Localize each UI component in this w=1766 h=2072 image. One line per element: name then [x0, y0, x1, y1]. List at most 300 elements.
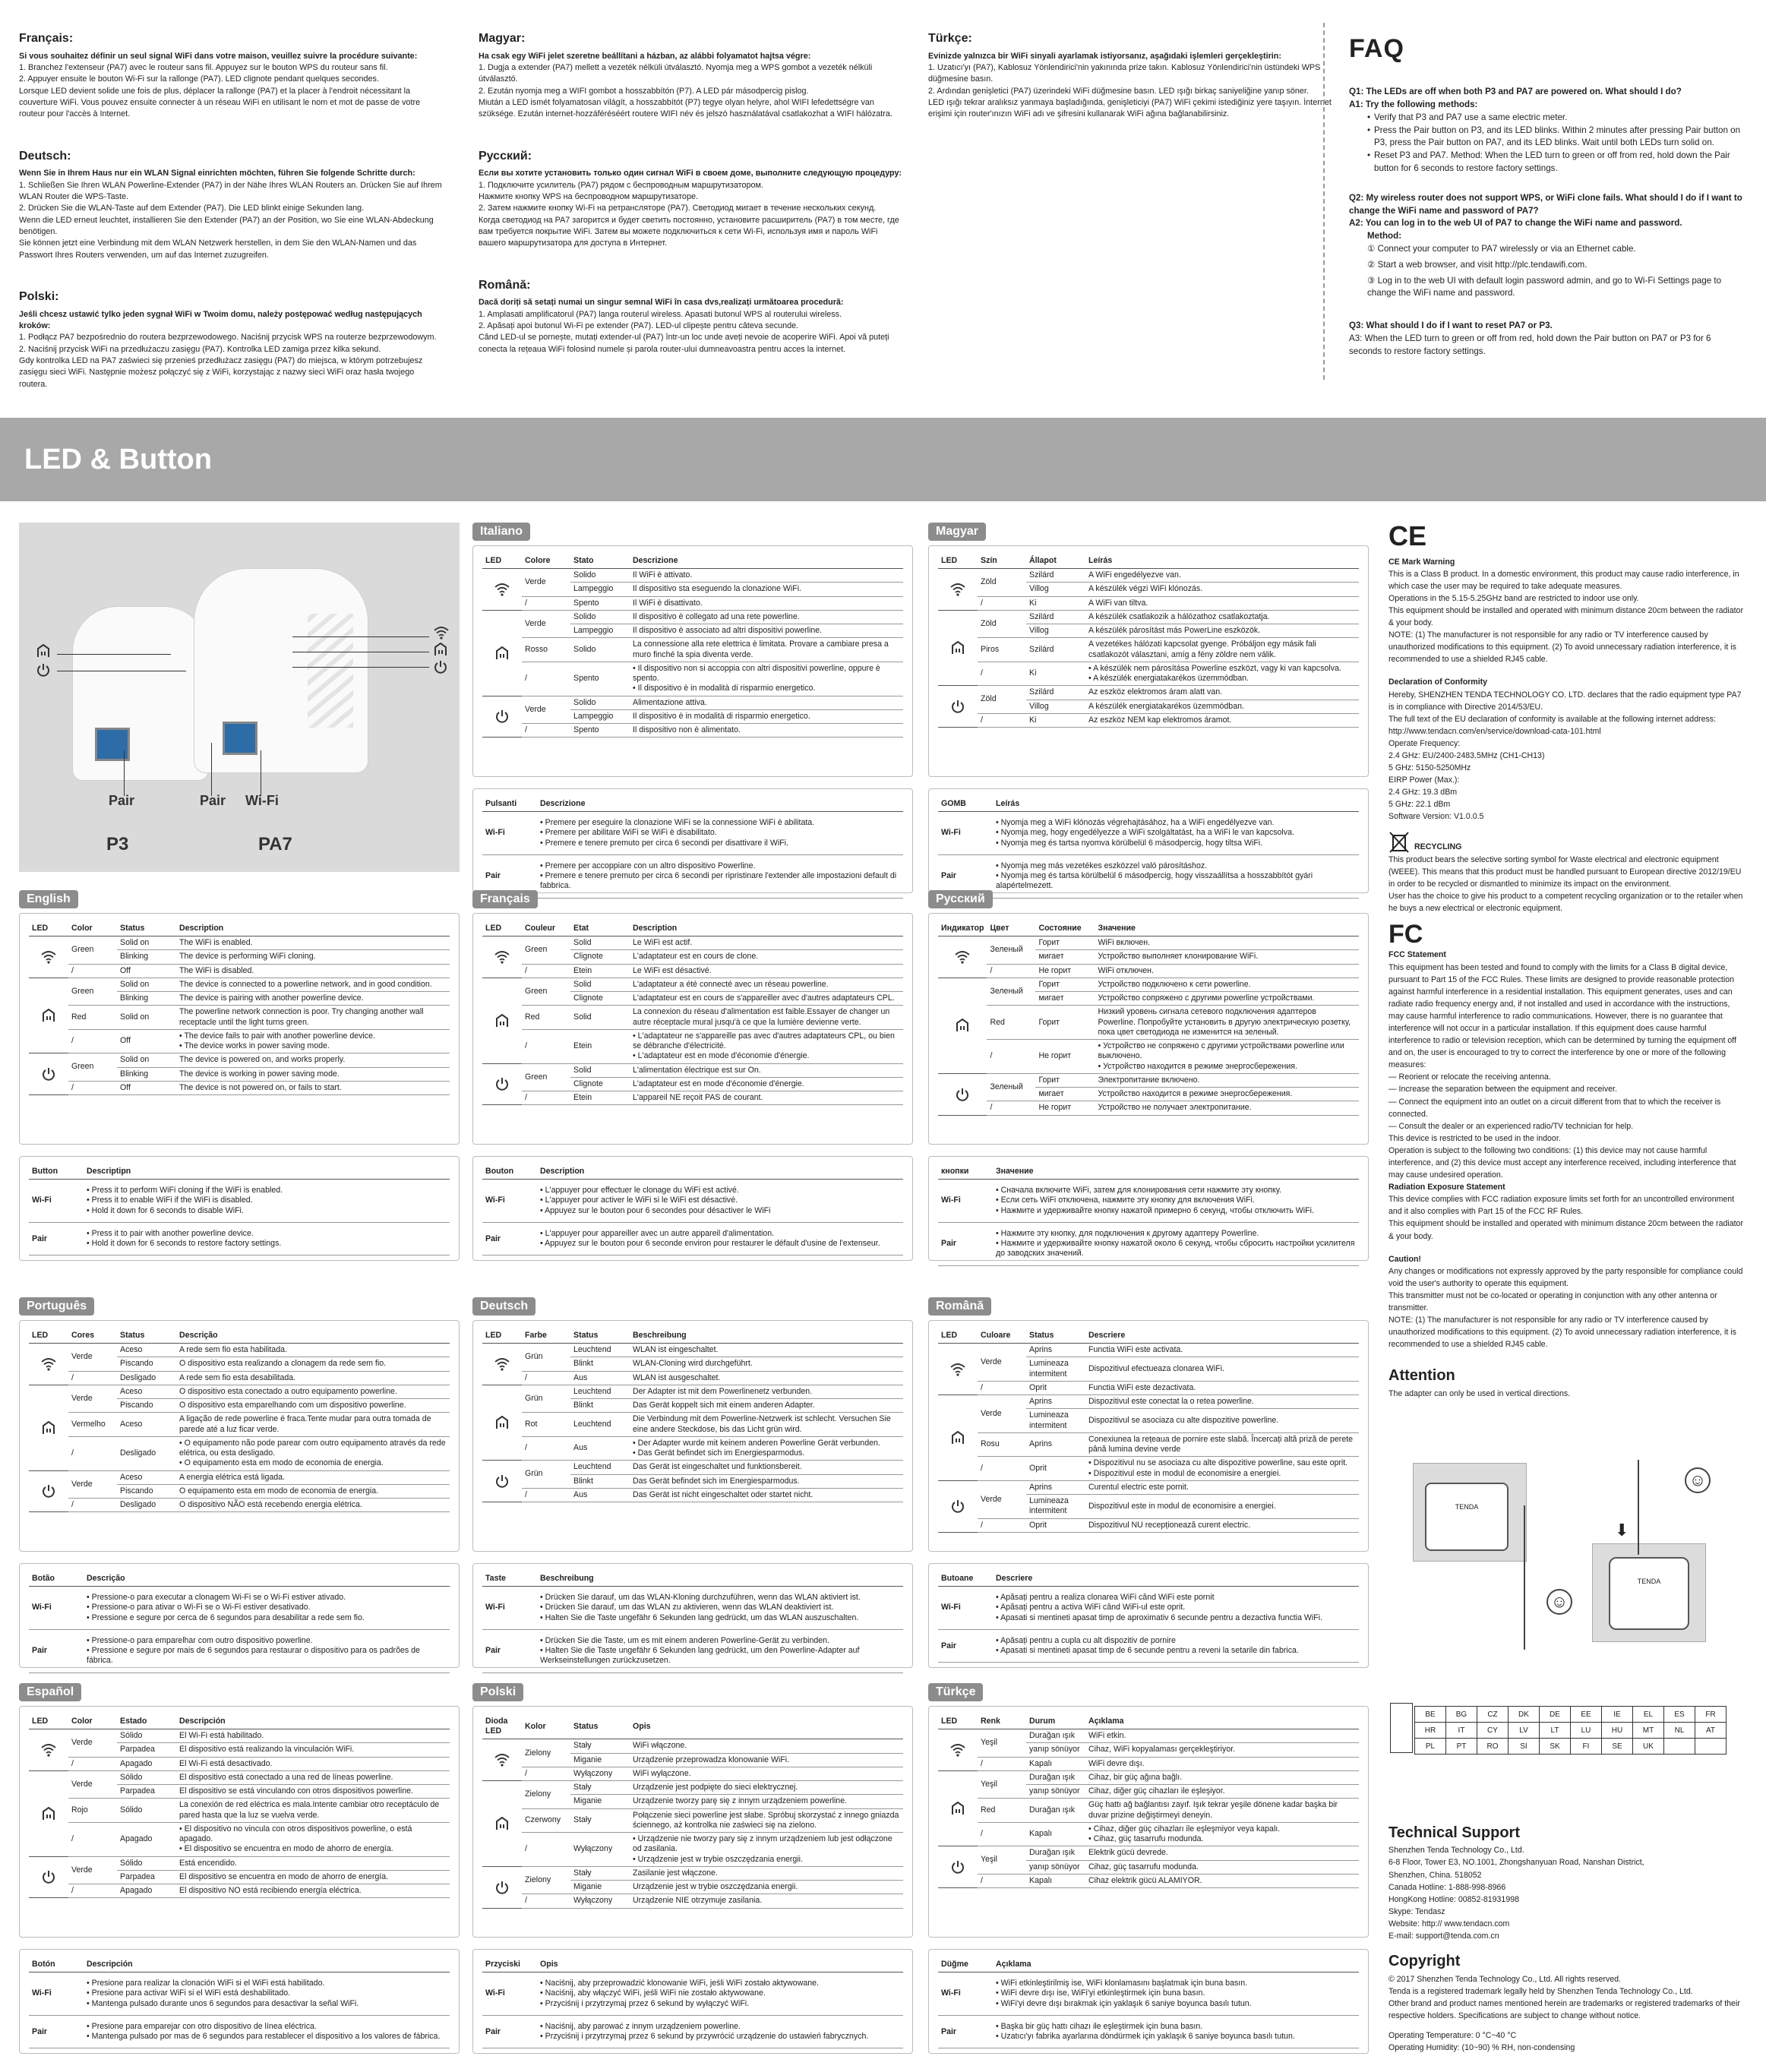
led-status: Blinkt [570, 1357, 630, 1371]
table-row [482, 964, 903, 978]
cable-left [1524, 1505, 1525, 1650]
lead-line-pa7-power [292, 667, 429, 668]
led-color: Green [68, 978, 117, 1005]
instruction-title: Română: [479, 278, 531, 292]
language-tag: Polski [472, 1683, 523, 1701]
led-description: WiFi włączone. [630, 1739, 903, 1753]
led-status: Горит [1035, 1006, 1095, 1040]
led-table [482, 1328, 903, 1502]
led-status: Desligado [117, 1499, 176, 1512]
led-status: Clignote [570, 1077, 630, 1091]
led-color: Green [522, 937, 570, 964]
led-status: Aus [570, 1488, 630, 1502]
power-led-icon [36, 662, 51, 678]
led-status: Blinking [117, 950, 176, 964]
button-table-box [928, 1563, 1369, 1668]
led-status: Solid [570, 1063, 630, 1077]
table-row [938, 2015, 1359, 2048]
led-status: Solido [570, 610, 630, 624]
led-description: The device is connected to a powerline network, and in good condition. [176, 978, 450, 991]
led-status: Lumineaza intermitent [1026, 1495, 1085, 1518]
led-table-header: Descriere [1085, 1328, 1359, 1344]
led-status: Oprit [1026, 1381, 1085, 1394]
led-description: • O equipamento não pode parear com outro equipamento através da rede elétrica, ou esta desligado. • O equipamento esta em modo de economia de energia. [176, 1436, 450, 1470]
cable-right [1638, 1460, 1639, 1555]
button-table-box [928, 1949, 1369, 2054]
button-table-header: Açıklama [993, 1957, 1359, 1973]
led-description: El Wi-Fi está habilitado. [176, 1729, 450, 1743]
button-name: Wi-Fi [482, 1587, 537, 1630]
led-color: Зеленый [987, 1073, 1035, 1101]
led-color: / [978, 1822, 1026, 1846]
led-color: / [522, 1894, 570, 1908]
doc-title: Declaration of Conformity [1388, 678, 1488, 687]
led-table-box [19, 913, 460, 1145]
table-row [29, 1344, 450, 1357]
led-status: Oprit [1026, 1457, 1085, 1480]
button-description: • Naciśnij, aby parować z innym urządzeniem powerline. • Przyciśnij i przytrzymaj przez 6 sekund by przywrócić urządzenie do ustawień fabrycznych. [537, 2015, 903, 2048]
led-color: / [68, 964, 117, 978]
language-tag: Magyar [928, 523, 986, 541]
instruction-text: 1. Podłącz PA7 bezpośrednio do routera bezprzewodowego. Naciśnij przycisk WPS na routerze bezprzewodowym. 2. Naciśnij przycisk WiFi na przedłużaczu zasięgu (PA7). Kontrolka LED zamiga przez kilka sekund. Gdy kontrolka LED na PA7 zaświeci się przenieś przedłużacz zasięgu (PA7) do miejsca, w którym potrzebujesz zasięgu sieci WiFi. Następnie możesz połączyć się z WiFi, korzystając z nazwy sieci WiFi oraz hasła twojego routera. [19, 333, 437, 389]
caution-text: Any changes or modifications not expressly approved by the party responsible for compliance could void the user's authority to operate this equipment. This transmitter must not be co-located or operating in conjunction with any other antenna or transmitter. [1388, 1266, 1743, 1313]
instruction-lead: Evinizde yalnızca bir WiFi sinyali ayarlamak istiyorsanız, aşağıdaki işlemleri gerçekleştirin: [928, 51, 1281, 61]
led-description: Die Verbindung mit dem Powerline-Netzwerk ist schlecht. Versuchen Sie eine andere Steckdose, bis das Licht grün wird. [630, 1413, 903, 1436]
instruction-title: Magyar: [479, 32, 526, 45]
led-color: / [978, 596, 1026, 610]
button-table-header: Descripción [84, 1957, 450, 1973]
table-row [29, 1770, 450, 1784]
led-table-header: Stato [570, 554, 630, 569]
led-description: Le WiFi est actif. [630, 937, 903, 950]
led-status: Desligado [117, 1436, 176, 1470]
table-row [482, 1461, 903, 1474]
table-row [938, 610, 1359, 624]
table-row [938, 569, 1359, 583]
button-description: • Pressione-o para executar a clonagem Wi-Fi se o Wi-Fi estiver ativado. • Pressione-o para ativar o Wi-Fi se o Wi-Fi estiver desativado. • Pressione e segure por cerca de 6 segundos para desabilitar a rede sem fio. [84, 1587, 450, 1630]
country-code: FR [1695, 1707, 1727, 1723]
led-description: El dispositivo se está vinculando con otros dispositivos powerline. [176, 1785, 450, 1799]
led-status: Stały [570, 1808, 630, 1832]
table-row [938, 1874, 1359, 1887]
led-description: L'adaptateur est en mode d'économie d'énergie. [630, 1077, 903, 1091]
led-description: El Wi-Fi está desactivado. [176, 1757, 450, 1770]
language-tag: Português [19, 1297, 94, 1316]
table-row [482, 724, 903, 738]
button-description: • Nyomja meg a WiFi klónozás végrehajtásához, ha a WiFi engedélyezve van. • Nyomja meg, hogy engedélyezze a WiFi szolgáltatást, ha a WiFi le van kapcsolva. • Nyomja meg és tartsa nyomva körülbelül 6 másodpercig, hogy tiltsa WiFi. [993, 812, 1359, 855]
plc-led-icon [482, 978, 522, 1063]
country-code: UK [1633, 1739, 1664, 1755]
button-description: • Press it to perform WiFi cloning if the WiFi is enabled. • Press it to enable WiFi if the WiFi is disabled. • Hold it down for 6 seconds to disable WiFi. [84, 1180, 450, 1223]
led-color: / [68, 1029, 117, 1053]
led-description: Das Gerät befindet sich im Energiesparmodus. [630, 1474, 903, 1488]
country-code: AT [1695, 1723, 1727, 1739]
fcc-logo-icon: FC [1388, 920, 1423, 949]
table-row [938, 1757, 1359, 1770]
button-description: • Press it to pair with another powerline device. • Hold it down for 6 seconds to restore factory settings. [84, 1222, 450, 1255]
led-status: yanıp sönüyor [1026, 1743, 1085, 1757]
table-row [938, 978, 1359, 991]
table-row [29, 1413, 450, 1436]
instruction-text: 1. Branchez l'extenseur (PA7) avec le routeur sans fil. Appuyez sur le bouton WPS du routeur sans fil. 2. Appuyer ensuite le bouton Wi-Fi sur la rallonge (PA7). LED clignote pendant quelques secondes. Lorsque LED devient solide une fois de plus, déplacer la rallonge (PA7) et la placer à l'endroit nécessitant la couverture WiFi. Vous pouvez ensuite connecter à un réseau WiFi en utilisant le nom et mot de passe de votre routeur pour l'accès à Internet. [19, 63, 421, 119]
instruction-block [928, 30, 1354, 121]
table-row [938, 1101, 1359, 1115]
led-description: Functia WiFi este dezactivata. [1085, 1381, 1359, 1394]
led-description: Dispozitivul efectueaza clonarea WiFi. [1085, 1357, 1359, 1381]
led-table-box [472, 1706, 913, 1938]
led-status: Etein [570, 964, 630, 978]
led-description: Az eszköz NEM kap elektromos áramot. [1085, 713, 1359, 727]
ce-note: NOTE: (1) The manufacturer is not responsible for any radio or TV interference caused by unauthorized modifications to this equipment. (2) To avoid unnecessary radiation interference, it is recommended to use a shielded RJ45 cable. [1388, 630, 1736, 665]
led-status: Solido [570, 569, 630, 583]
led-description: O dispositivo NÃO está recebendo energia elétrica. [176, 1499, 450, 1512]
led-status: Off [117, 1029, 176, 1053]
table-row [938, 1770, 1359, 1784]
button-table-box [472, 1563, 913, 1668]
led-description: O equipamento esta em modo de economia de energia. [176, 1484, 450, 1498]
led-status: Blinkt [570, 1399, 630, 1413]
led-description: O dispositivo esta realizando a clonagem da rede sem fio. [176, 1357, 450, 1371]
led-color: Grün [522, 1461, 570, 1488]
led-color: / [978, 713, 1026, 727]
led-status: Villog [1026, 700, 1085, 713]
led-table-header: LED [29, 1714, 68, 1729]
table-row [29, 937, 450, 950]
led-table [938, 1328, 1359, 1533]
led-status: Parpadea [117, 1785, 176, 1799]
led-status: Apagado [117, 1822, 176, 1856]
led-description: A készülék párosítást más PowerLine eszközök. [1085, 624, 1359, 638]
led-status: Parpadea [117, 1870, 176, 1884]
led-description: The device is working in power saving mode. [176, 1067, 450, 1081]
attention-title: Attention [1388, 1367, 1455, 1385]
led-color: Verde [68, 1344, 117, 1371]
faq-a1: A1: Try the following methods: [1349, 99, 1478, 110]
led-status: Durağan ışık [1026, 1770, 1085, 1784]
button-description: • WiFi etkinleştirilmiş ise, WiFi klonlamasını başlatmak için buna basın. • WiFi devre dışı ise, WiFi'yi etkinleştirmek için buna basın. • WiFi'yi devre dışı bırakmak için yaklaşık 6 saniye boyunca basılı tutun. [993, 1973, 1359, 2016]
led-table-header: Szín [978, 554, 1026, 569]
table-row [938, 1629, 1359, 1662]
language-tag: Deutsch [472, 1297, 535, 1316]
led-status: Apagado [117, 1884, 176, 1898]
pwr-led-icon [482, 1866, 522, 1908]
led-status: Blinking [117, 992, 176, 1006]
country-code: NL [1664, 1723, 1695, 1739]
led-color: Red [987, 1006, 1035, 1040]
language-tag: Română [928, 1297, 991, 1316]
table-row [938, 713, 1359, 727]
led-status: Aceso [117, 1344, 176, 1357]
button-table [938, 1957, 1359, 2048]
led-color: / [68, 1757, 117, 1770]
led-description: • Dispozitivul nu se asociaza cu alte dispozitive powerline, sau este oprit. • Dispozitivul este in modul de economisire a energiei. [1085, 1457, 1359, 1480]
table-row [938, 1457, 1359, 1480]
adapter-vertical: TENDA [1609, 1557, 1689, 1630]
wifi-led-icon [482, 569, 522, 611]
instruction-lead: Если вы хотите установить только один сигнал WiFi в своем доме, выполните следующую процедуру: [479, 169, 902, 178]
led-description: Urządzenie NIE otrzymuje zasilania. [630, 1894, 903, 1908]
button-description: • Premere per accoppiare con un altro dispositivo Powerline. • Premere e tenere premuto per circa 6 secondi per ripristinare l'extender alle impostazioni default di fabbrica. [537, 854, 903, 898]
led-description: Alimentazione attiva. [630, 696, 903, 709]
instructions-column-1 [19, 30, 444, 418]
plc-led-icon [482, 1781, 522, 1867]
country-code: LV [1509, 1723, 1540, 1739]
button-table-header: Düğme [938, 1957, 993, 1973]
led-table [29, 921, 450, 1095]
button-name: Pair [938, 2015, 993, 2048]
led-table [938, 1714, 1359, 1888]
led-table [29, 1714, 450, 1898]
table-row [938, 1973, 1359, 2016]
led-description: Połączenie sieci powerline jest słabe. Spróbuj skorzystać z innego gniazda ściennego, aż kontrolka nie zaświeci się na zielono. [630, 1808, 903, 1832]
led-status: Spento [570, 662, 630, 696]
button-table-header: Leírás [993, 797, 1359, 812]
table-row [29, 1884, 450, 1898]
instruction-block [19, 289, 444, 390]
button-description: • L'appuyer pour effectuer le clonage du WiFi est activé. • L'appuyer pour activer le WiFi si le WiFi est désactivé. • Appuyez sur le bouton pour 6 secondes pour désactiver le WiFi [537, 1180, 903, 1223]
table-row [938, 964, 1359, 978]
led-table-header: Dioda LED [482, 1714, 522, 1739]
table-row [482, 1808, 903, 1832]
pwr-led-icon [29, 1053, 68, 1095]
led-color: Vermelho [68, 1413, 117, 1436]
led-table [29, 1328, 450, 1512]
instructions-column-3 [928, 30, 1354, 148]
country-code: SE [1602, 1739, 1633, 1755]
table-row [938, 638, 1359, 662]
table-row [29, 1222, 450, 1255]
radiation-title: Radiation Exposure Statement [1388, 1183, 1505, 1192]
wifi-led-icon [938, 1729, 978, 1771]
led-description: Cihaz, güç tasarrufu modunda. [1085, 1860, 1359, 1874]
country-code: EL [1633, 1707, 1664, 1723]
led-color: Verde [522, 569, 570, 596]
pa7-ethernet-port [223, 722, 257, 755]
table-row [938, 596, 1359, 610]
led-description: Zasilanie jest włączone. [630, 1866, 903, 1880]
p3-label: P3 [106, 834, 129, 854]
regulatory-info [1388, 521, 1745, 1400]
led-table-header: Estado [117, 1714, 176, 1729]
led-description: Il WiFi è disattivato. [630, 596, 903, 610]
table-row [482, 812, 903, 855]
country-code: IT [1446, 1723, 1477, 1739]
led-color: / [522, 1436, 570, 1460]
led-color: / [68, 1884, 117, 1898]
led-status: мигает [1035, 1088, 1095, 1101]
table-row [938, 1395, 1359, 1409]
led-description: Dispozitivul se asociaza cu alte dispozitive powerline. [1085, 1409, 1359, 1432]
led-color: / [522, 724, 570, 738]
led-description: Устройство находится в режиме энергосбережения. [1095, 1088, 1359, 1101]
table-row [1415, 1739, 1727, 1755]
instruction-block [479, 148, 904, 250]
led-color: Yeşil [978, 1846, 1026, 1874]
led-table-header: LED [29, 921, 68, 937]
language-tag: Français [472, 890, 538, 908]
table-row [482, 1413, 903, 1436]
table-row [482, 1739, 903, 1753]
table-row [29, 1757, 450, 1770]
button-description: • Drücken Sie die Taste, um es mit einem anderen Powerline-Gerät zu verbinden. • Halten Sie die Taste ungefähr 6 Sekunden lang gedrückt, um den Powerline-Adapter auf Werkseinstellungen zurückzusetzen. [537, 1629, 903, 1672]
table-row [938, 812, 1359, 855]
lead-line-plc [57, 654, 171, 655]
button-name: Wi-Fi [938, 812, 993, 855]
led-table-header: LED [938, 554, 978, 569]
country-code: EE [1571, 1707, 1602, 1723]
caution-note: NOTE: (1) The manufacturer is not responsible for any radio or TV interference caused by unauthorized modifications to this equipment. (2) To avoid unnecessary radiation interference, it is recommended to use a shielded RJ45 cable. [1388, 1316, 1736, 1350]
led-table-header: Leírás [1085, 554, 1359, 569]
table-row [482, 978, 903, 991]
led-status: Stały [570, 1739, 630, 1753]
button-table-header: Beschreibung [537, 1571, 903, 1587]
led-color: / [522, 662, 570, 696]
faq-q1: Q1: The LEDs are off when both P3 and PA7 are powered on. What should I do? [1349, 87, 1682, 97]
led-description: • Cihaz, diğer güç cihazları ile eşleşmiyor veya kapalı. • Cihaz, güç tasarrufu modunda. [1085, 1822, 1359, 1846]
led-color: Verde [68, 1770, 117, 1798]
led-color: Yeşil [978, 1729, 1026, 1757]
banner-title: LED & Button [24, 444, 212, 475]
instruction-lead: Dacă doriți să setați numai un singur semnal WiFi în casa dvs,realizați următoarea procedură: [479, 298, 844, 308]
button-table [482, 797, 903, 899]
led-description: L'appareil NE reçoit PAS de courant. [630, 1091, 903, 1105]
led-description: Conexiunea la rețeaua de pornire este slabă. Încercați altă priză de perete până lumina devine verde [1085, 1432, 1359, 1456]
led-status: Durağan ışık [1026, 1729, 1085, 1743]
led-table [482, 1714, 903, 1909]
led-color: Зеленый [987, 978, 1035, 1005]
button-table-header: Pulsanti [482, 797, 537, 812]
table-row [482, 1488, 903, 1502]
led-table-box [928, 1320, 1369, 1552]
instruction-lead: Jeśli chcesz ustawić tylko jeden sygnał WiFi w Twoim domu, należy postępować według następujących kroków: [19, 309, 422, 331]
led-description: Urządzenie jest w trybie oszczędzania energii. [630, 1881, 903, 1894]
led-description: A WiFi engedélyezve van. [1085, 569, 1359, 583]
led-description: Устройство не получает электропитание. [1095, 1101, 1359, 1115]
led-description: WLAN ist eingeschaltet. [630, 1344, 903, 1357]
instruction-text: 1. Dugja a extender (PA7) mellett a vezeték nélküli útválasztó. Nyomja meg a WPS gombot a vezeték nélküli útválasztó. 2. Ezután nyomja meg a WIFI gombot a hosszabbítón (P7). A LED pár másodpercig pislog. Miután a LED ismét folyamatosan világít, a hosszabbítót (P7) tegye olyan helyre, ahol WIFI lefedettségre van szüksége. Ezután internet-hozzáféréséért routere WIFI név és jelszó használatával csatlakozhat a WIFI hálózatra. [479, 63, 892, 119]
table-row [938, 1799, 1359, 1822]
button-table [29, 1164, 450, 1256]
led-color: Zöld [978, 610, 1026, 637]
led-color: Green [522, 1063, 570, 1091]
led-description: Elektrik gücü devrede. [1085, 1846, 1359, 1860]
led-status: Off [117, 1081, 176, 1094]
led-description: • Устройство не сопряжено с другими устройствами powerline или выключено. • Устройство находится в режиме энергосбережения. [1095, 1040, 1359, 1074]
led-description: WLAN ist ausgeschaltet. [630, 1371, 903, 1385]
led-description: Está encendido. [176, 1856, 450, 1870]
led-status: Wyłączony [570, 1894, 630, 1908]
led-status: Solid [570, 1006, 630, 1029]
button-name: Pair [938, 1629, 993, 1662]
led-color: Verde [522, 610, 570, 637]
led-description: Dispozitivul NU recepționează curent electric. [1085, 1518, 1359, 1532]
led-status: Villog [1026, 583, 1085, 596]
led-status: Miganie [570, 1753, 630, 1767]
button-table [938, 1164, 1359, 1266]
product-photo [19, 523, 460, 872]
operating-temperature: Operating Temperature: 0 °C~40 °C [1388, 2030, 1517, 2040]
button-description: • Naciśnij, aby przeprowadzić klonowanie WiFi, jeśli WiFi zostało aktywowane. • Naciśnij, aby włączyć WiFi, jeśli WiFi nie zostało aktywowane. • Przyciśnij i przytrzymaj przez 6 sekund by wyłączyć WiFi. [537, 1973, 903, 2016]
pwr-led-icon [29, 1470, 68, 1512]
button-description: • Apăsați pentru a cupla cu alt dispozitiv de pornire • Apasati si mentineti apasat timp de 6 secunde pentru a reveni la setarile din fabrica. [993, 1629, 1359, 1662]
led-table-header: Status [1026, 1328, 1085, 1344]
led-description: • Il dispositivo non si accoppia con altri dispositivi powerline, oppure è spento. • Il dispositivo è in modalità di risparmio energetico. [630, 662, 903, 696]
led-description: L'adaptateur est en cours de clone. [630, 950, 903, 964]
instruction-title: Polski: [19, 290, 59, 304]
button-table [482, 1957, 903, 2048]
led-description: A vezetékes hálózati kapcsolat gyenge. Próbáljon egy másik fali csatlakozót választani, amíg a fény zöldre nem válik. [1085, 638, 1359, 662]
setup-instructions [0, 0, 1766, 418]
button-table [29, 1957, 450, 2048]
led-status: Piscando [117, 1484, 176, 1498]
table-row [482, 610, 903, 624]
country-code: BE [1415, 1707, 1446, 1723]
table-row [29, 1029, 450, 1053]
p3-pair-label: Pair [109, 793, 135, 808]
led-status: Горит [1035, 937, 1095, 950]
led-status: Durağan ışık [1026, 1799, 1085, 1822]
led-color: / [68, 1371, 117, 1385]
country-code: HU [1602, 1723, 1633, 1739]
button-table-header: Opis [537, 1957, 903, 1973]
table-row [29, 1973, 450, 2016]
led-description: The device is performing WiFi cloning. [176, 950, 450, 964]
led-description: A ligação de rede powerline é fraca.Tente mudar para outra tomada de parede até a luz ficar verde. [176, 1413, 450, 1436]
led-status: Solid on [117, 978, 176, 991]
support-title: Technical Support [1388, 1824, 1520, 1841]
led-description: A készülék végzi WiFi klónozás. [1085, 583, 1359, 596]
instruction-block [19, 30, 444, 121]
led-status: Villog [1026, 624, 1085, 638]
led-table-header: Status [570, 1328, 630, 1344]
led-description: The device is pairing with another powerline device. [176, 992, 450, 1006]
led-color: Verde [68, 1385, 117, 1412]
led-description: • Urządzenie nie tworzy pary się z innym urządzeniem lub jest odłączone od zasilania. • Urządzenie jest w trybie oszczędzania energii. [630, 1833, 903, 1867]
language-tag: Türkçe [928, 1683, 983, 1701]
instruction-block [479, 277, 904, 355]
led-status: Etein [570, 1091, 630, 1105]
led-status: Не горит [1035, 1040, 1095, 1074]
led-color: / [68, 1499, 117, 1512]
led-status: Leuchtend [570, 1385, 630, 1398]
led-description: Il dispositivo è in modalità di risparmio energetico. [630, 709, 903, 723]
led-description: Cihaz, WiFi kopyalaması gerçekleştiriyor. [1085, 1743, 1359, 1757]
p3-device-image [72, 606, 209, 781]
wifi-led-icon [482, 1344, 522, 1385]
led-table [482, 554, 903, 738]
faq-section [1349, 30, 1744, 358]
led-color: / [987, 964, 1035, 978]
country-code: LU [1571, 1723, 1602, 1739]
led-description: Das Gerät koppelt sich mit einem anderen Adapter. [630, 1399, 903, 1413]
table-row [482, 1866, 903, 1880]
button-name: Pair [482, 854, 537, 898]
led-status: мигает [1035, 992, 1095, 1006]
table-row [938, 1040, 1359, 1074]
led-table-header: Açıklama [1085, 1714, 1359, 1729]
led-color: Green [68, 1053, 117, 1081]
led-description: A készülék energiatakarékos üzemmódban. [1085, 700, 1359, 713]
led-status: Aceso [117, 1385, 176, 1398]
table-row [938, 1222, 1359, 1265]
button-table [938, 1571, 1359, 1663]
led-status: Leuchtend [570, 1344, 630, 1357]
faq-a2-method: Method: [1367, 231, 1402, 242]
table-row [938, 1344, 1359, 1357]
plc-led-icon [938, 978, 987, 1073]
led-status: Ki [1026, 713, 1085, 727]
table-row [938, 854, 1359, 898]
